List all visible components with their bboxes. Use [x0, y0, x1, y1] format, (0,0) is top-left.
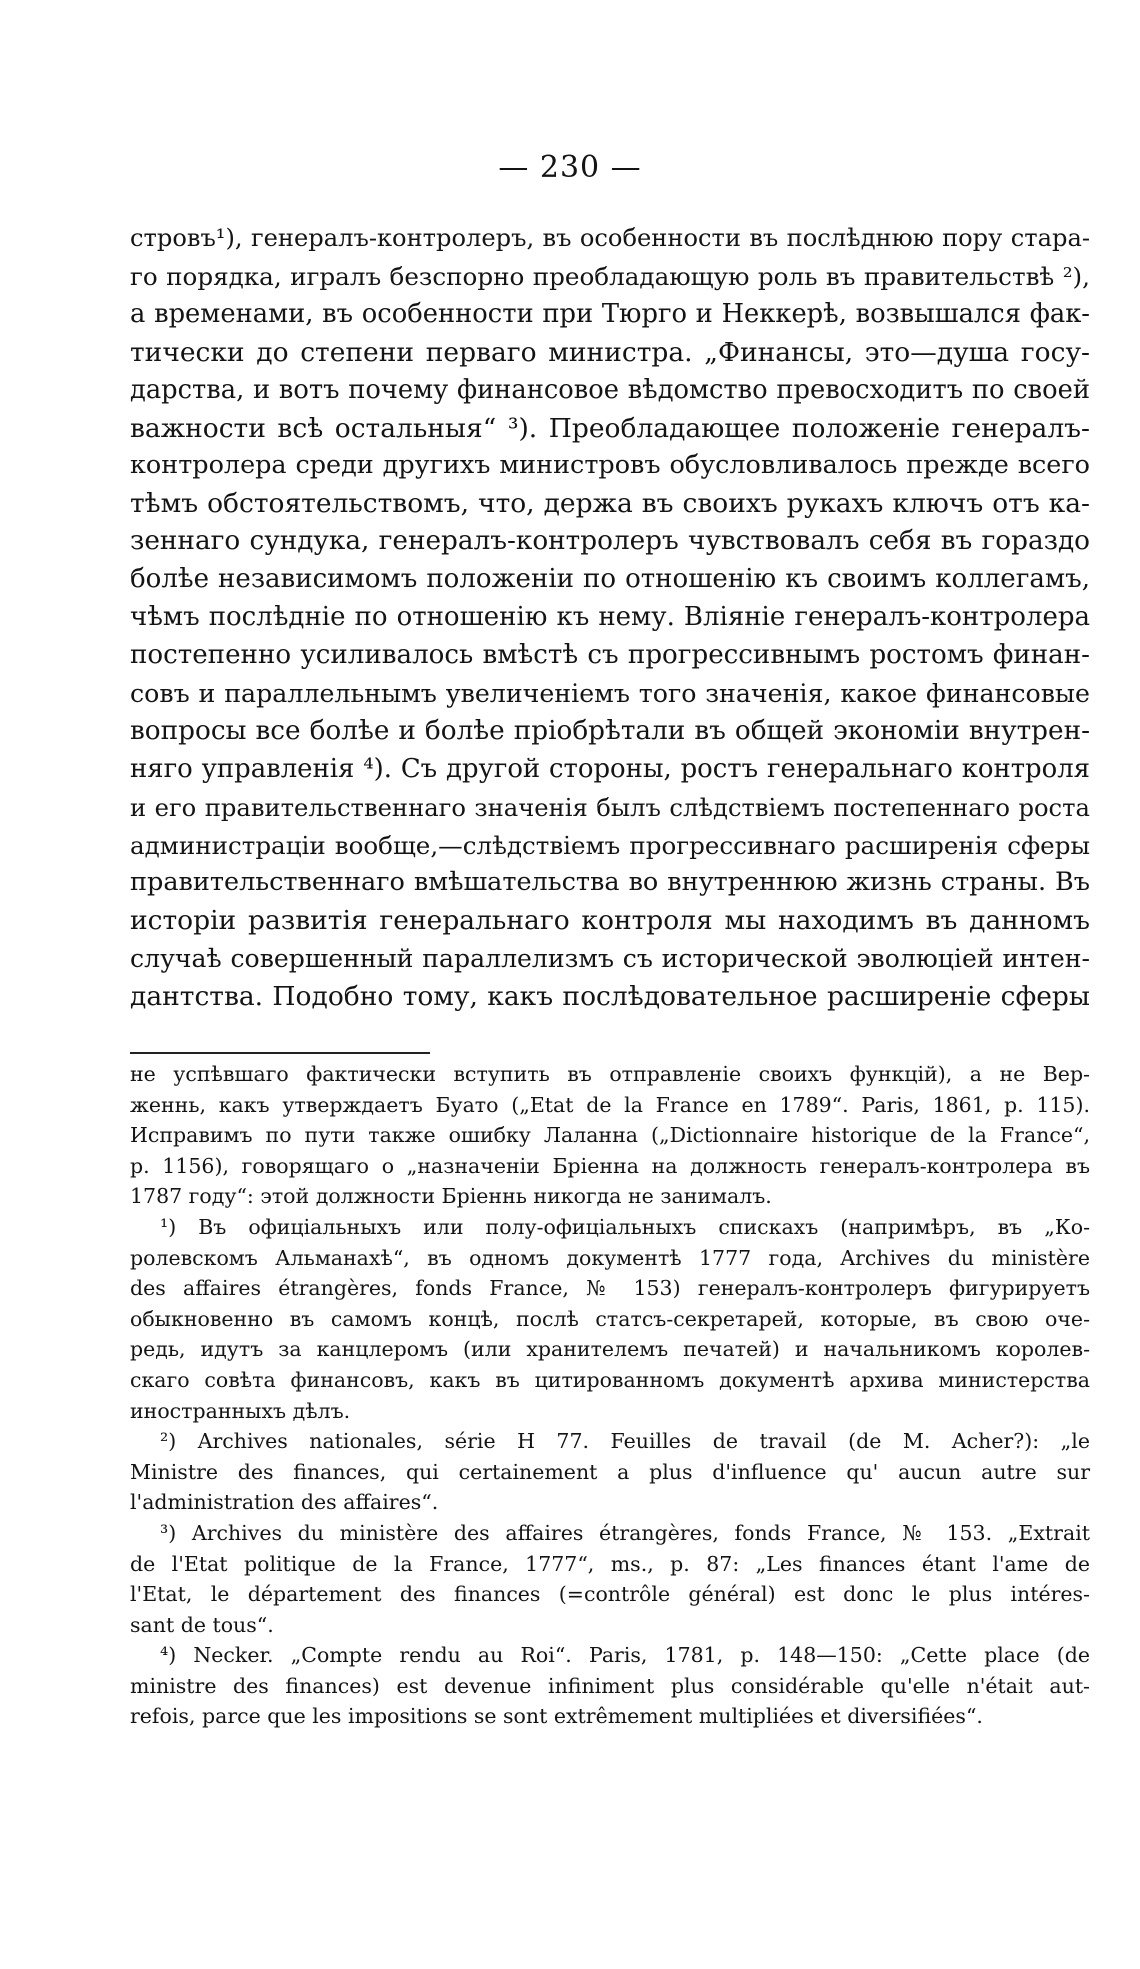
footnote-line: ³) Archives du ministère des affaires étrangères, fonds France, № 153. „Extrait	[160, 1520, 1090, 1545]
footnote-line: обыкновенно въ самомъ концѣ, послѣ статсъ-секретарей, которые, въ свою оче-	[130, 1306, 1090, 1331]
body-line: администраціи вообще,—слѣдствіемъ прогрессивнаго расширенія сферы	[130, 830, 1090, 860]
body-line: постепенно усиливалось вмѣстѣ съ прогрессивнымъ ростомъ финан-	[130, 639, 1090, 670]
body-line: совъ и параллельнымъ увеличеніемъ того значенія, какое финансовые	[130, 678, 1090, 708]
footnote-line: не успѣвшаго фактически вступить въ отправленіе своихъ функцій), а не Вер-	[130, 1062, 1090, 1086]
footnote-separator	[130, 1052, 430, 1054]
body-line: дарства, и вотъ почему финансовое вѣдомство превосходитъ по своей	[130, 374, 1090, 405]
body-line: важности всѣ остальныя“ ³). Преобладающее положеніе генералъ-	[130, 412, 1090, 444]
footnote-line: sant de tous“.	[130, 1612, 274, 1637]
body-line: болѣе независимомъ положеніи по отношенію къ своимъ коллегамъ,	[130, 564, 1090, 595]
footnote-line: женнь, какъ утверждаетъ Буато („Etat de la France en 1789“. Paris, 1861, p. 115).	[130, 1092, 1090, 1117]
body-line: няго управленія ⁴). Съ другой стороны, ростъ генеральнаго контроля	[130, 753, 1090, 784]
footnote-continuation	[130, 1059, 1090, 1212]
footnote-line: скаго совѣта финансовъ, какъ въ цитированномъ документѣ архива министерства	[130, 1367, 1090, 1392]
body-line: а временами, въ особенности при Тюрго и Неккерѣ, возвышался фак-	[130, 298, 1090, 329]
footnote-line: редь, идутъ за канцлеромъ (или хранителемъ печатей) и начальникомъ королев-	[130, 1337, 1090, 1362]
body-line: вопросы все болѣе и болѣе пріобрѣтали въ общей экономіи внутрен-	[130, 715, 1090, 746]
footnote-line: Ministre des finances, qui certainement a plus d'influence qu' aucun autre sur	[130, 1459, 1090, 1484]
body-line: дантства. Подобно тому, какъ послѣдовательное расширеніе сферы	[130, 981, 1090, 1013]
body-line: и его правительственнаго значенія былъ слѣдствіемъ постепеннаго роста	[130, 792, 1090, 822]
body-line: правительственнаго вмѣшательства во внутреннюю жизнь страны. Въ	[130, 867, 1090, 898]
footnote-line: ministre des finances) est devenue infiniment plus considérable qu'elle n'était aut-	[130, 1673, 1090, 1698]
body-line: зеннаго сундука, генералъ-контролеръ чувствовалъ себя въ гораздо	[130, 526, 1090, 557]
footnotes	[130, 1059, 1090, 1732]
footnote-4	[130, 1640, 1090, 1732]
body-line: исторіи развитія генеральнаго контроля мы находимъ въ данномъ	[130, 905, 1090, 937]
body-line: го порядка, игралъ безспорно преобладающую роль въ правительствѣ ²),	[130, 261, 1090, 291]
footnote-line: l'Etat, le département des finances (=contrôle général) est donc le plus intéres-	[130, 1582, 1090, 1607]
body-line: чѣмъ послѣдніе по отношенію къ нему. Вліяніе генералъ-контролера	[130, 602, 1090, 633]
footnote-line: ²) Archives nationales, série H 77. Feuilles de travail (de M. Acher?): „le	[160, 1429, 1090, 1454]
main-body-text	[130, 220, 1090, 1016]
footnote-3	[130, 1518, 1090, 1640]
footnote-line: refois, parce que les impositions se sont extrêmement multipliées et diversifiées“.	[130, 1704, 983, 1729]
footnote-line: иностранныхъ дѣлъ.	[130, 1398, 351, 1423]
footnote-line: 1787 году“: этой должности Бріеннь никогда не занималъ.	[130, 1184, 772, 1209]
footnote-line: Исправимъ по пути также ошибку Лаланна („Dictionnaire historique de la France“,	[130, 1123, 1090, 1148]
body-line: контролера среди другихъ министровъ обусловливалось прежде всего	[130, 450, 1090, 481]
footnote-line: ролевскомъ Альманахѣ“, въ одномъ документѣ 1777 года, Archives du ministère	[130, 1245, 1090, 1270]
footnote-line: l'administration des affaires“.	[130, 1490, 439, 1515]
footnote-line: ⁴) Necker. „Compte rendu au Roi“. Paris, 1781, p. 148—150: „Cette place (de	[160, 1643, 1090, 1668]
body-line: стровъ¹), генералъ-контролеръ, въ особенности въ послѣднюю пору стара-	[130, 224, 1090, 252]
footnote-line: ¹) Въ офиціальныхъ или полу-офиціальныхъ спискахъ (напримѣръ, въ „Ко-	[160, 1214, 1090, 1239]
footnote-2	[130, 1426, 1090, 1518]
body-line: тѣмъ обстоятельствомъ, что, держа въ своихъ рукахъ ключъ отъ ка-	[130, 488, 1090, 520]
page-number: — 230 —	[498, 150, 642, 185]
body-line: случаѣ совершенный параллелизмъ съ исторической эволюціей интен-	[130, 944, 1090, 974]
footnote-line: p. 1156), говорящаго о „назначеніи Бріенна на должность генералъ-контролера въ	[130, 1153, 1090, 1178]
footnote-line: de l'Etat politique de la France, 1777“, ms., p. 87: „Les finances étant l'ame de	[130, 1551, 1090, 1576]
body-line: тически до степени перваго министра. „Финансы, это—душа госу-	[130, 336, 1090, 368]
footnote-1	[130, 1212, 1090, 1426]
footnote-line: des affaires étrangères, fonds France, № 153) генералъ-контролеръ фигурируетъ	[130, 1276, 1090, 1301]
